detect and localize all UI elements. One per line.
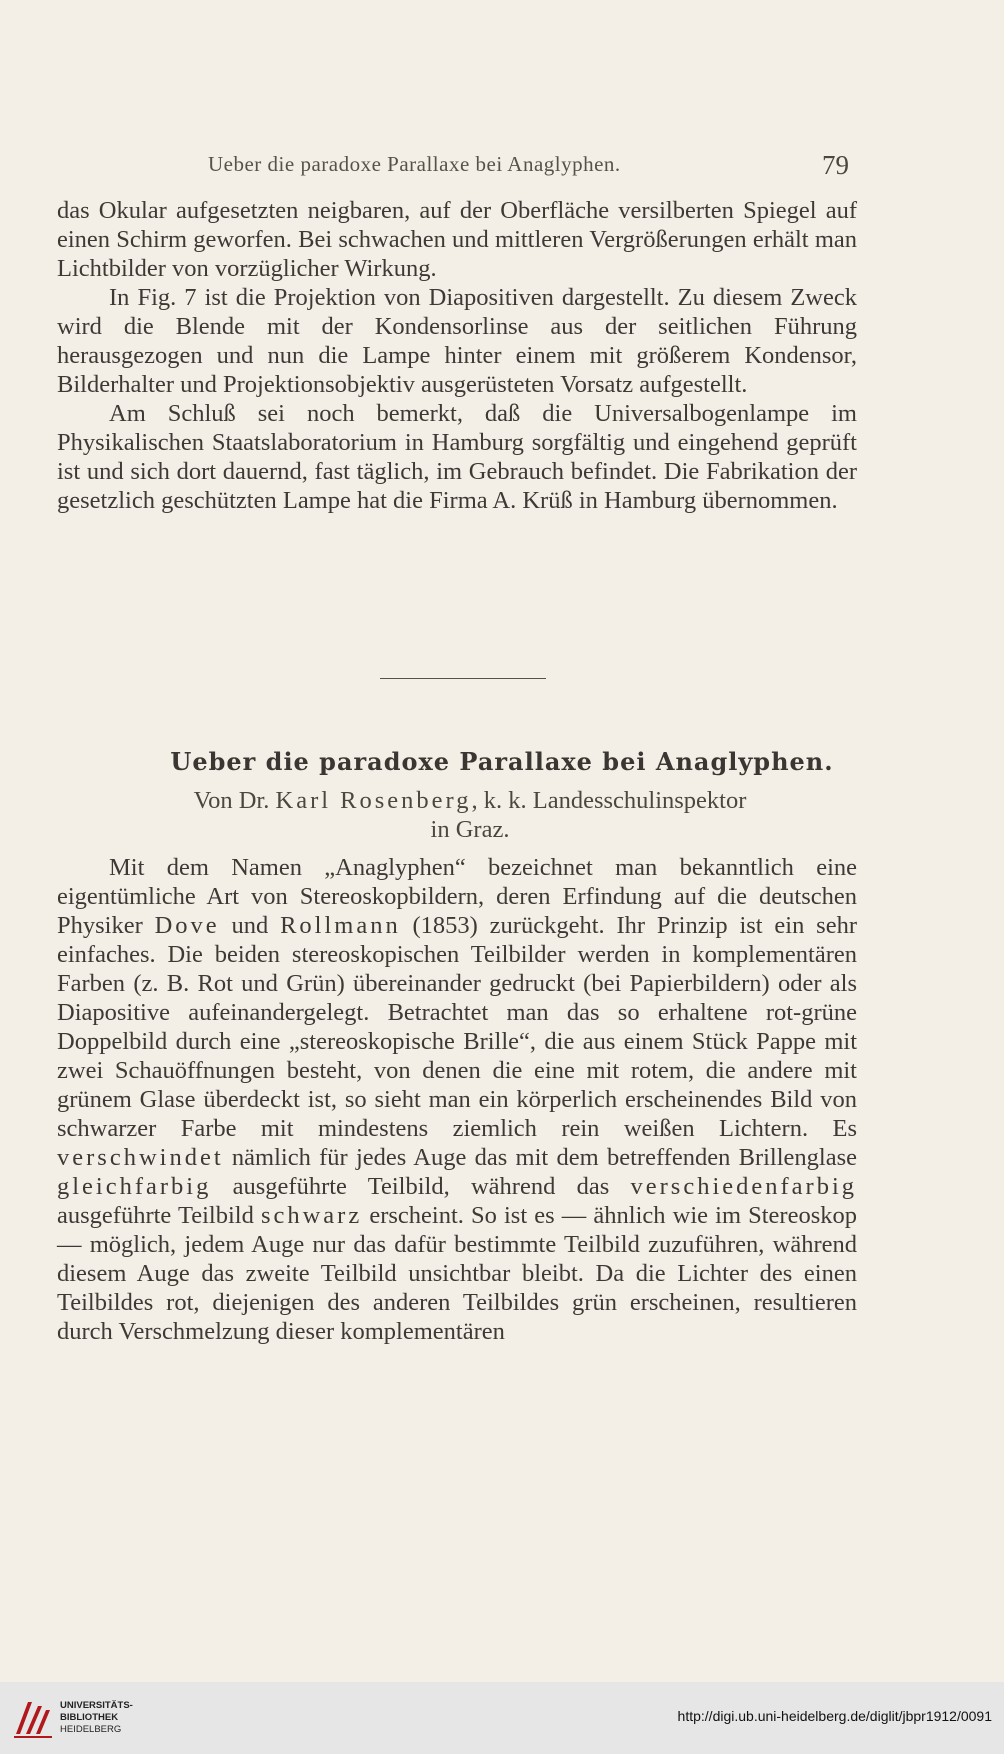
spaced-emphasis: verschiedenfarbig — [630, 1173, 857, 1200]
running-head: Ueber die paradoxe Parallaxe bei Anaglyphen. — [208, 152, 621, 176]
text-run: (1853) zurückgeht. Ihr Prinzip ist ein sehr einfaches. Die beiden stereoskopischen Teilbilder werden in komplementären Farben (z. B. Rot und Grün) übereinander gedruckt (bei Papierbildern) oder als Diapositive aufeinandergelegt. Betrachtet man das so erhaltene rot-grüne Doppelbild durch eine „stereoskopische Brille“, die aus einem Stück Pappe mit zwei Schauöffnungen besteht, von denen die eine mit rotem, die andere mit grünem Glase überdeckt ist, so sieht man ein körperlich erscheinendes Bild von schwarzer Farbe mit mindestens ziemlich rein weißen Lichtern. Es — [57, 912, 857, 1142]
page-number: 79 — [822, 150, 849, 180]
paragraph: Am Schluß sei noch bemerkt, daß die Universalbogenlampe im Physikalischen Staatslaboratorium in Hamburg sorgfältig und eingehend geprüft ist und sich dort dauernd, fast täglich, im Gebrauch befindet. Die Fabrikation der gesetzlich geschützten Lampe hat die Firma A. Krüß in Hamburg übernommen. — [57, 400, 857, 514]
text-run: erscheint. So ist es — ähnlich wie im Stereoskop — möglich, jedem Auge nur das dafür bestimmte Teilbild zuzuführen, während diesem Auge das zweite Teilbild unsichtbar bleibt. Da die Lichter des einen Teilbildes rot, diejenigen des anderen Teilbildes grün erscheinen, resultieren durch Verschmelzung dieser komplementären — [57, 1202, 857, 1345]
text-run: ausgeführte Teilbild — [57, 1202, 261, 1229]
source-url-link[interactable]: http://digi.ub.uni-heidelberg.de/diglit/jbpr1912/0091 — [677, 1708, 992, 1724]
spaced-emphasis: verschwindet — [57, 1144, 224, 1171]
digitization-footer — [0, 1682, 1004, 1754]
text-run: ausgeführte Teilbild, während das — [211, 1173, 631, 1200]
intro-text-block — [57, 196, 857, 515]
byline-prefix: Von Dr. — [193, 787, 276, 814]
article-body — [57, 853, 857, 1346]
library-name-line: UNIVERSITÄTS- — [60, 1700, 133, 1711]
spaced-name: Dove — [154, 912, 220, 939]
library-name — [60, 1700, 133, 1736]
section-divider — [380, 678, 546, 679]
spaced-name: Rollmann — [280, 912, 401, 939]
paragraph: In Fig. 7 ist die Projektion von Diapositiven dargestellt. Zu diesem Zweck wird die Blende mit der Kondensorlinse aus der seitlichen Führung herausgezogen und nun die Lampe hinter einem mit größerem Kondensor, Bilderhalter und Projektionsobjektiv ausgerüsteten Vorsatz aufgestellt. — [57, 284, 857, 398]
author-name: Karl Rosenberg — [275, 787, 472, 814]
library-name-line: HEIDELBERG — [60, 1724, 122, 1735]
heidelberg-library-logo-icon — [10, 1696, 54, 1740]
library-name-line: BIBLIOTHEK — [60, 1712, 119, 1723]
article-title: Ueber die paradoxe Parallaxe bei Anaglyphen. — [170, 747, 834, 776]
byline-suffix: , k. k. Landesschulinspektor — [471, 787, 747, 814]
text-run: Mit dem Namen „Anaglyphen“ bezeichnet man bekanntlich eine eigentümliche Art von Stereoskopbildern, deren Erfindung auf die deutschen Physiker — [57, 854, 857, 939]
text-run: nämlich für jedes Auge das mit dem betreffenden Brillenglase — [223, 1144, 857, 1171]
spaced-emphasis: schwarz — [260, 1202, 363, 1229]
paragraph — [57, 853, 857, 1346]
text-run: und — [219, 912, 281, 939]
spaced-emphasis: gleichfarbig — [57, 1173, 212, 1200]
paragraph: das Okular aufgesetzten neigbaren, auf der Oberfläche versilberten Spiegel auf einen Schirm geworfen. Bei schwachen und mittleren Vergrößerungen erhält man Lichtbilder von vorzüglicher Wirkung. — [57, 197, 857, 282]
byline — [90, 786, 850, 844]
byline-location: in Graz. — [430, 816, 510, 843]
